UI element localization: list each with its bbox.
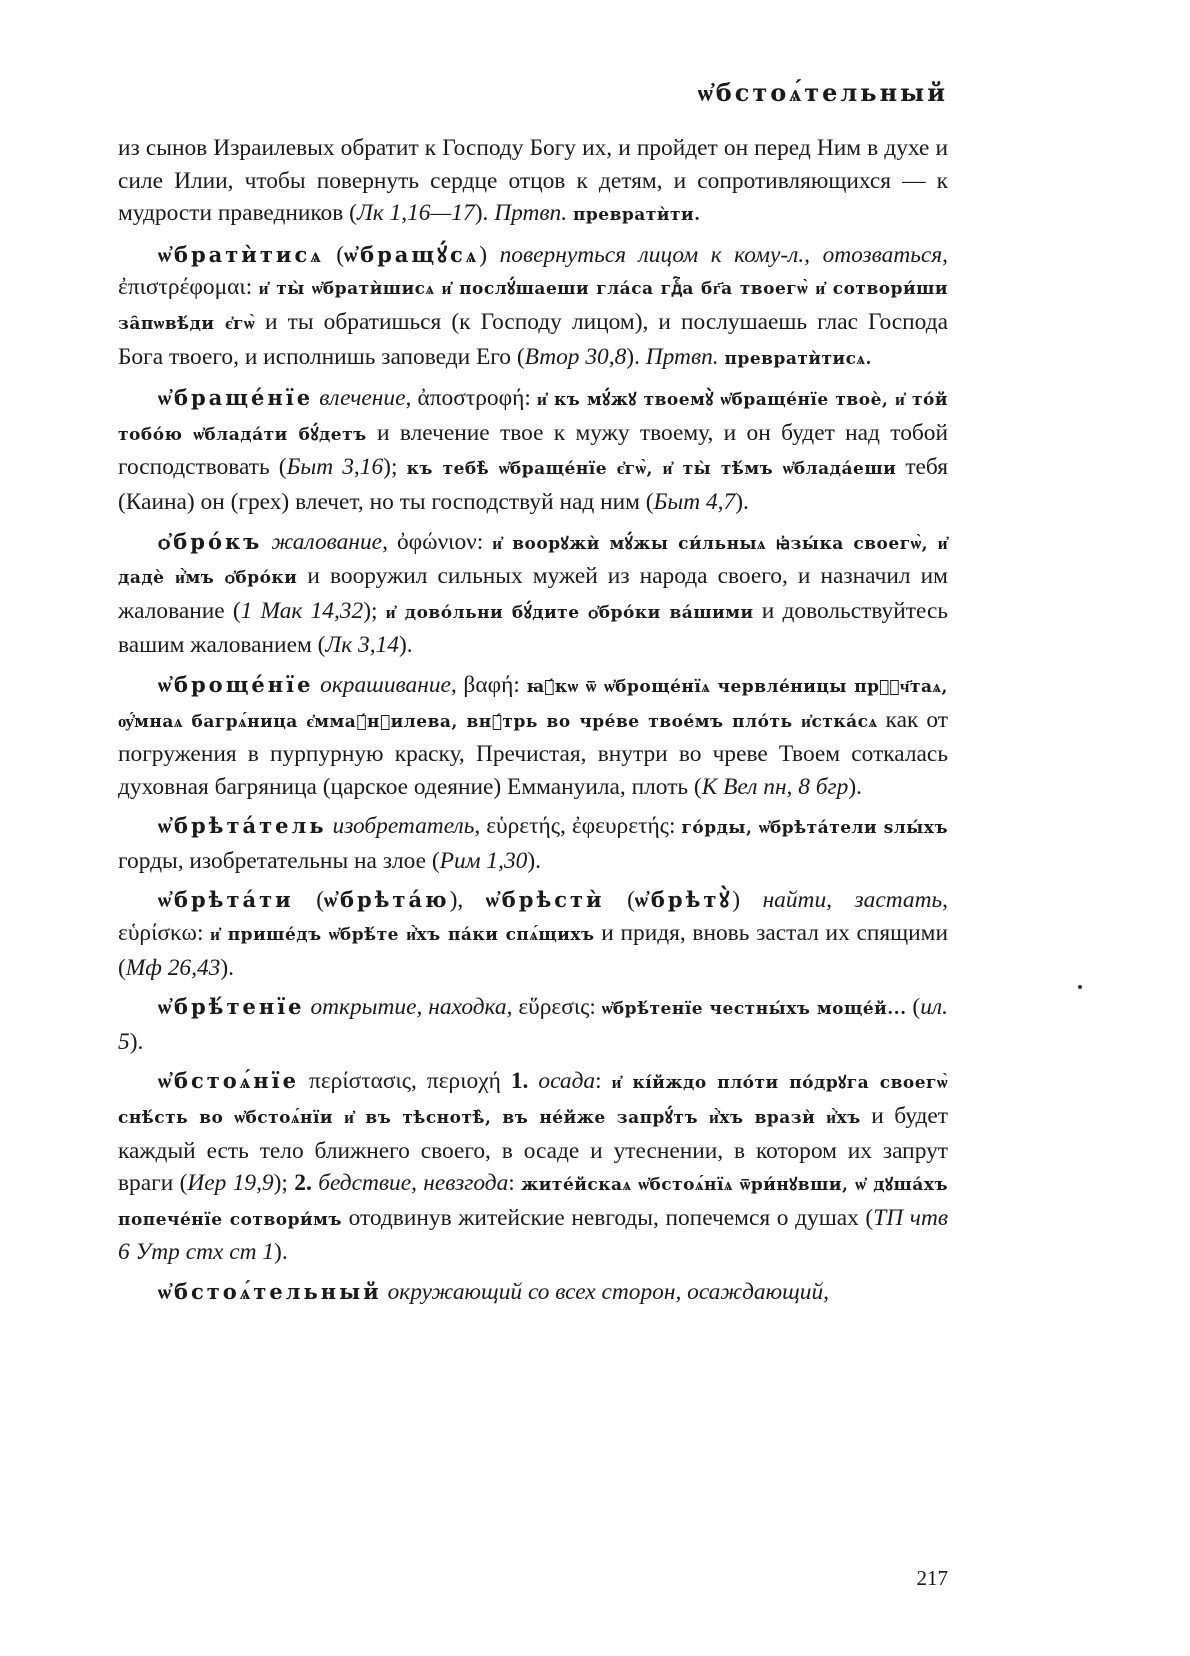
text-run: отодвинув житейские невгоды, попечемся о душах (	[341, 1204, 874, 1231]
text-run: из сынов Израилевых обратит к Господу Богу их, и пройдет он перед Ним в духе и силе Илии, чтобы повернуть сердце отцов к детям, и сопротивляющихся — к мудрости праведников (	[118, 135, 948, 227]
text-run: :	[245, 274, 259, 301]
running-head: ѡ҆бстоѧ́тельный	[697, 78, 948, 107]
headword: ѡ҆брѣстѝ	[485, 887, 605, 913]
church-slavonic-quote: къ тебѣ̀ ѡ҆браще́нїе є҆гѡ̀, и҆ ты̀ тѣ́мъ ѡ҆блада́еши	[406, 459, 897, 480]
italic-run: открытие, находка	[310, 994, 507, 1021]
italic-run: 1 Мак 14,32	[240, 597, 364, 624]
italic-run: Пртвп.	[645, 343, 719, 370]
text-run: ,	[405, 385, 418, 412]
greek-equivalent: εὑρίσκω	[118, 920, 197, 947]
headword: ѡ҆брѣта́ю	[323, 887, 450, 913]
greek-equivalent: περίστασις, περιοχή	[309, 1068, 501, 1095]
greek-equivalent: εὕρεσις	[518, 994, 590, 1021]
text-run: :	[668, 813, 682, 840]
italic-run: изобретатель	[332, 813, 475, 840]
italic-run: окрашивание	[320, 671, 451, 698]
italic-run: К Вел пн, 8 бгр	[701, 773, 849, 800]
greek-equivalent: ἐπιστρέφομαι	[118, 274, 246, 301]
headword: ѡ҆браще́нїе	[158, 385, 314, 411]
text-run: ).	[220, 954, 235, 981]
italic-run: окружающий со всех сторон, осаждающий,	[387, 1279, 830, 1305]
greek-equivalent: ἀποστροφή	[417, 385, 525, 412]
headword: ѡ҆бращꙋ́сѧ	[344, 241, 480, 267]
text-run: ).	[398, 632, 413, 659]
headword: ѻ҆бро́къ	[158, 528, 263, 554]
text-run: тебя (Каина) он (грех) влечет, но ты господствуй над ним (	[118, 454, 949, 515]
text-run: и будет каждый есть тело ближнего своего, в осаде и утеснении, в котором их запрут враги (	[118, 1103, 948, 1197]
headword: ѡ҆брѣта́тель	[158, 813, 327, 839]
italic-run: ил. 5	[118, 994, 948, 1055]
text-run	[501, 1068, 511, 1094]
dictionary-entry	[118, 1276, 948, 1309]
text-run	[528, 1068, 538, 1094]
dictionary-entry	[118, 382, 948, 518]
text-run: ,	[450, 671, 464, 698]
text-run: (	[323, 241, 345, 268]
headword: ѡ҆брѣ́тенїе	[158, 994, 305, 1020]
text-run: и влечение твое к мужу твоему, и он будет над тобой господствовать (	[118, 419, 949, 481]
text-run: :	[595, 1068, 612, 1095]
italic-run: осада	[538, 1068, 596, 1095]
text-run: :	[513, 671, 527, 698]
italic-run: Лк 1,16—17	[356, 200, 475, 227]
text-run: ).	[474, 200, 495, 227]
italic-run: Пртвп.	[494, 200, 568, 227]
sense-number: 1.	[510, 1068, 529, 1095]
text-run: ).	[527, 847, 542, 874]
italic-run: Иер 19,9	[187, 1170, 274, 1197]
church-slavonic-quote: жите́йскаѧ ѡ҆бстоѧ́нїѧ ѿри́нꙋвши, ѡ҆ дꙋша́хъ попече́нїе сотвори́мъ	[118, 1175, 948, 1230]
text-run: );	[273, 1170, 295, 1197]
text-run: как от погружения в пурпурную краску, Пречистая, внутри во чреве Твоем соткалась духовная багряница (царское одеяние) Еммануила, плоть (	[118, 706, 948, 800]
italic-run: жалование	[271, 528, 383, 555]
dictionary-entry	[118, 239, 948, 375]
italic-run: Мф 26,43	[125, 954, 221, 981]
church-slavonic-quote: и҆ воорꙋжѝ мꙋ́жы си́льныѧ ꙗ҆зы́ка своегѡ̀, и҆ дадѐ и҆̀мъ ѻ҆бро́ки	[118, 533, 948, 589]
italic-run: Рим 1,30	[439, 847, 528, 874]
greek-equivalent: ὀφώνιον	[396, 528, 477, 555]
dictionary-page	[118, 70, 948, 1630]
church-slavonic-quote: го́рды, ѡ҆брѣта́тели ѕлы́хъ	[681, 818, 948, 839]
text-run: ).	[274, 1239, 288, 1266]
text-run: ,	[506, 994, 519, 1021]
text-run: );	[383, 454, 407, 481]
text-run: ).	[129, 1028, 144, 1055]
text-run: (	[604, 887, 635, 914]
headword: ѡ҆бстоѧ́нїе	[158, 1068, 300, 1094]
italic-run: найти, застать	[762, 887, 943, 914]
sense-number: 2.	[294, 1170, 312, 1197]
text-run	[262, 529, 271, 555]
text-run: :	[196, 920, 211, 947]
text-run: и довольствуйтесь вашим жалованием (	[118, 597, 949, 659]
italic-run: Лк 3,14	[325, 632, 399, 659]
italic-run: повернуться лицом к кому-л., отозваться	[499, 241, 943, 268]
text-run: )	[732, 887, 763, 914]
dictionary-entry	[118, 1065, 948, 1269]
church-slavonic-quote: ѡ҆брѣ́тенїе честны́хъ моще́й...	[601, 999, 907, 1020]
church-slavonic-quote: превратѝтисѧ.	[724, 348, 872, 369]
page-number: 217	[916, 1566, 948, 1590]
text-run: ).	[735, 488, 749, 515]
dictionary-entry	[118, 810, 948, 877]
dictionary-entry	[118, 884, 948, 984]
church-slavonic-quote: и҆ дово́льни бꙋ́дите ѻ҆бро́ки ва́шими	[385, 602, 754, 623]
dictionary-entry	[118, 669, 948, 803]
italic-run: Быт 3,16	[286, 454, 384, 481]
text-run: ,	[382, 528, 397, 555]
dictionary-entry	[118, 526, 948, 662]
text-run: :	[508, 1170, 522, 1197]
church-slavonic-quote: превратѝти.	[572, 205, 701, 226]
dictionary-entry	[118, 132, 948, 232]
church-slavonic-quote: и҆ къ мꙋ́жꙋ твоемꙋ̀ ѡ҆браще́нїе твоѐ, и҆ то́й тобо́ю ѡ҆блада́ти бꙋ́детъ	[118, 390, 948, 445]
text-run: и придя, вновь застал их спящими (	[118, 920, 948, 981]
church-slavonic-quote: и҆ ты̀ ѡ҆братѝшисѧ и҆ послꙋ́шаеши гла́са гдⷭ҇а бг҃а твоегѡ̀ и҆ сотвори́ши за̑пѡвѣ́ди є҆гѡ̀	[118, 279, 948, 334]
church-slavonic-quote: и҆ кі́йждо пло́ти по́дрꙋга своегѡ̀ снѣ́сть во ѡ҆бстоѧ́нїи и҆ въ тѣснотѣ̀, въ не́йже запрꙋ́тъ и҆̀хъ вразѝ и҆̀хъ	[118, 1073, 948, 1129]
text-run: ,	[474, 813, 487, 840]
text-run: горды, изобретательны на злое (	[118, 847, 440, 874]
headword: ѡ҆братѝтисѧ	[158, 241, 324, 267]
text-run: ),	[449, 887, 486, 914]
church-slavonic-quote: и҆ прише́дъ ѡ҆брѣ́те и҆̀хъ па́ки спѧ́щихъ	[210, 925, 595, 946]
headword: ѡ҆брѣта́ти	[158, 887, 294, 913]
text-run: ,	[942, 887, 948, 914]
margin-mark	[1078, 985, 1082, 989]
italic-run: влечение	[319, 385, 406, 412]
text-run: :	[524, 385, 537, 412]
text-run: ).	[848, 773, 863, 800]
headword: ѡ҆бстоѧ́тельный	[158, 1279, 382, 1304]
text-run: :	[589, 994, 602, 1021]
text-run	[299, 1068, 309, 1094]
dictionary-text	[118, 132, 948, 1316]
headword: ѡ҆броще́нїе	[158, 671, 314, 697]
text-run: );	[363, 597, 386, 624]
text-run: ,	[942, 241, 949, 268]
text-run: ).	[626, 343, 646, 370]
text-run: )	[479, 241, 500, 268]
church-slavonic-quote: ꙗ҆́кѡ ѿ ѡ҆броще́нїѧ червле́ницы прⷭ҇ч҃таѧ, ѹ҆́мнаѧ багрѧ́ница є҆ммаꙋ́нꙋилева, внꙋ́трь во чре́ве твое́мъ пло́ть и҆стка́сѧ	[118, 676, 948, 732]
text-run: :	[476, 528, 493, 555]
text-run: (	[906, 994, 921, 1021]
dictionary-entry	[118, 991, 948, 1058]
greek-equivalent: βαφή	[463, 671, 514, 698]
text-run: и вооружил сильных мужей из народа своего, и назначил им жалование (	[118, 563, 948, 624]
italic-run: бедствие, невзгода	[318, 1170, 509, 1197]
headword: ѡ҆брѣтꙋ̀	[634, 887, 733, 913]
greek-equivalent: εὑρετής, ἐφευρετής	[486, 813, 669, 840]
italic-run: Втор 30,8	[524, 343, 627, 370]
italic-run: ТП чтв 6 Утр стх ст 1	[118, 1204, 948, 1266]
text-run: и ты обратишься (к Господу лицом), и послушаешь глас Господа Бога твоего, и исполнишь заповеди Его (	[118, 308, 948, 370]
text-run: (	[293, 887, 324, 914]
italic-run: Быт 4,7	[653, 488, 736, 515]
